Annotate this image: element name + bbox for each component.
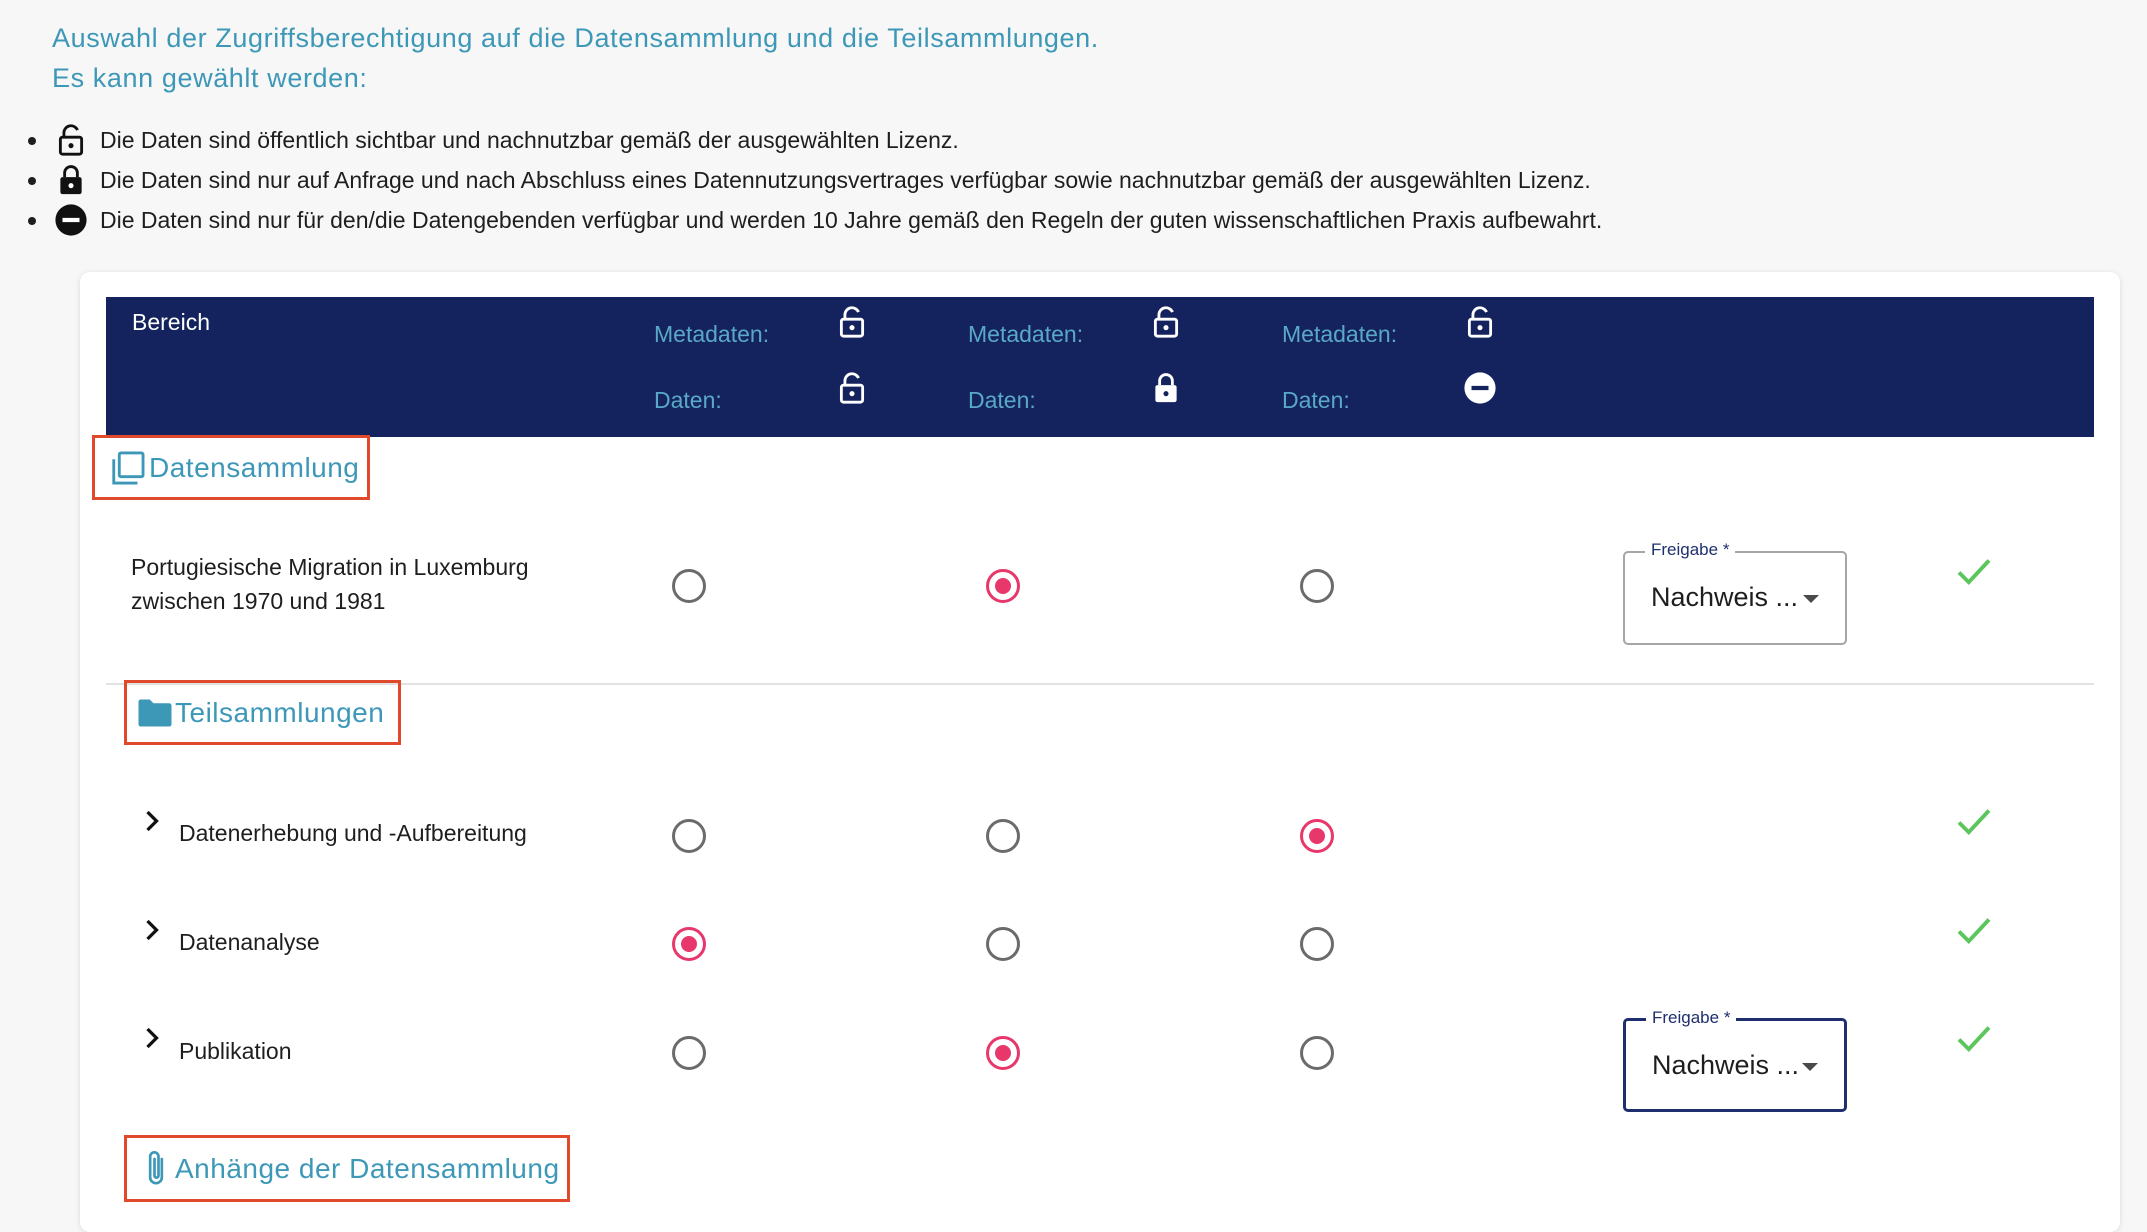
lock-closed-icon <box>54 163 88 197</box>
section-anhaenge <box>124 1135 570 1202</box>
subcollection-3-radio-option-3[interactable] <box>1300 1036 1334 1070</box>
subcollection-2-radio-option-2[interactable] <box>986 927 1020 961</box>
intro-line-1: Auswahl der Zugriffsberechtigung auf die Datensammlung und die Teilsammlungen. <box>52 23 1099 53</box>
subcollection-1-radio-option-1[interactable] <box>672 819 706 853</box>
section-teilsammlungen <box>124 680 401 745</box>
check-icon <box>1956 806 1992 836</box>
check-icon <box>1956 556 1992 586</box>
lock-open-icon <box>1463 305 1497 339</box>
minus-circle-icon <box>54 203 88 237</box>
freigabe-label: Freigabe * <box>1645 540 1735 560</box>
subcollection-2-radio-option-3[interactable] <box>1300 927 1334 961</box>
bullet <box>28 177 36 185</box>
paperclip-icon <box>143 1149 169 1189</box>
collection-radio-option-1[interactable] <box>672 569 706 603</box>
section-datensammlung <box>92 435 370 500</box>
legend-item-private <box>26 200 1602 240</box>
section-title-datensammlung: Datensammlung <box>149 451 360 483</box>
legend-text: Die Daten sind öffentlich sichtbar und nachnutzbar gemäß der ausgewählten Lizenz. <box>100 127 959 153</box>
freigabe-value: Nachweis ... <box>1651 582 1799 612</box>
header-metadata-label-1: Metadaten: <box>654 321 770 347</box>
collection-label-line-1: Portugiesische Migration in Luxemburg <box>131 554 529 580</box>
check-icon <box>1956 915 1992 945</box>
legend-text: Die Daten sind nur auf Anfrage und nach Abschluss eines Datennutzungsvertrages verfügbar sowie nachnutzbar gemäß der ausgewählten Lizenz. <box>100 167 1591 193</box>
freigabe-label: Freigabe * <box>1646 1008 1736 1028</box>
header-data-label-2: Daten: <box>968 387 1036 413</box>
header-data-label-3: Daten: <box>1282 387 1350 413</box>
dropdown-arrow-icon <box>1802 1063 1818 1071</box>
intro-text <box>52 18 1099 98</box>
intro-line-2: Es kann gewählt werden: <box>52 63 368 93</box>
header-metadata-label-2: Metadaten: <box>968 321 1084 347</box>
header-bereich: Bereich <box>132 309 210 335</box>
bullet <box>28 217 36 225</box>
subcollection-3-radio-option-1[interactable] <box>672 1036 706 1070</box>
subcollection-1-radio-option-2[interactable] <box>986 819 1020 853</box>
section-title-anhaenge: Anhänge der Datensammlung <box>175 1152 560 1184</box>
legend-text: Die Daten sind nur für den/die Datengebenden verfügbar und werden 10 Jahre gemäß den Regeln der guten wissenschaftlichen Praxis aufbewahrt. <box>100 207 1603 233</box>
subcollection-label: Publikation <box>179 1038 292 1064</box>
collection-radio-option-3[interactable] <box>1300 569 1334 603</box>
section-title-teilsammlungen: Teilsammlungen <box>175 696 385 728</box>
legend-item-on-request <box>26 160 1602 200</box>
row-divider <box>106 683 2094 685</box>
collection-icon <box>109 449 147 487</box>
check-icon <box>1956 1023 1992 1053</box>
expand-chevron-icon[interactable] <box>142 1026 162 1050</box>
subcollection-3-radio-option-2[interactable] <box>986 1036 1020 1070</box>
freigabe-value: Nachweis ... <box>1652 1050 1800 1080</box>
subcollection-1-radio-option-3[interactable] <box>1300 819 1334 853</box>
lock-open-icon <box>835 305 869 339</box>
header-metadata-label-3: Metadaten: <box>1282 321 1398 347</box>
dropdown-arrow-icon <box>1803 595 1819 603</box>
collection-freigabe-select[interactable] <box>1623 540 1847 645</box>
collection-radio-option-2[interactable] <box>986 569 1020 603</box>
access-legend <box>26 120 1602 240</box>
bullet <box>28 137 36 145</box>
legend-item-public <box>26 120 1602 160</box>
table-header <box>106 297 2094 437</box>
expand-chevron-icon[interactable] <box>142 809 162 833</box>
minus-circle-icon <box>1463 371 1497 405</box>
lock-open-icon <box>54 123 88 157</box>
header-data-label-1: Daten: <box>654 387 722 413</box>
collection-label-line-2: zwischen 1970 und 1981 <box>131 588 386 614</box>
folder-icon <box>137 697 173 729</box>
subcollection-2-radio-option-1[interactable] <box>672 927 706 961</box>
collection-label <box>131 550 529 618</box>
expand-chevron-icon[interactable] <box>142 918 162 942</box>
lock-closed-icon <box>1149 371 1183 405</box>
subcollection-freigabe-select[interactable] <box>1623 1008 1847 1112</box>
subcollection-label: Datenanalyse <box>179 929 320 955</box>
subcollection-label: Datenerhebung und -Aufbereitung <box>179 820 527 846</box>
lock-open-icon <box>1149 305 1183 339</box>
lock-open-icon <box>835 371 869 405</box>
